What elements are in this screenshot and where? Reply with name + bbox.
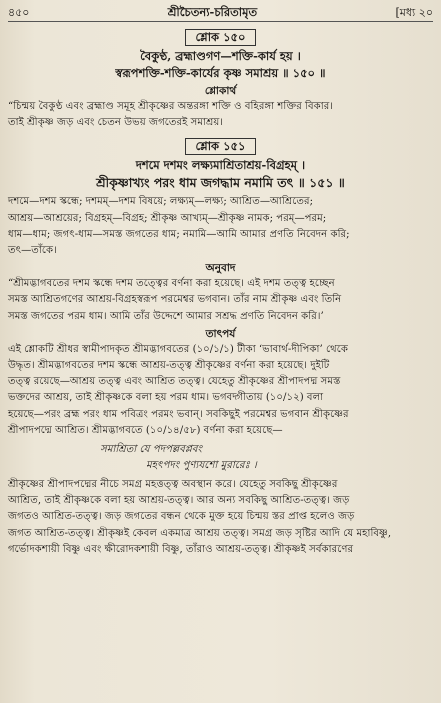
chapter-tag: [মধ্য ২০ [395, 6, 433, 19]
text-line: উদ্ধৃত। শ্রীমদ্ভাগবতের দশম স্কন্ধে আশ্রয়-তত্ত্ব শ্রীকৃষ্ণের বর্ণনা করা হয়েছে। দুইটি [8, 360, 330, 372]
verse-151-line-1: দশমে দশমং লক্ষ্যমাশ্রিতাশ্রয়-বিগ্রহম্ । [135, 158, 306, 173]
text-line: তাই শ্রীকৃষ্ণ জড় এবং চেতন উভয় জগতেরই সমাশ্রয়। [8, 117, 224, 129]
text-line: আশ্রয়—আশ্রয়ের; বিগ্রহম্—বিগ্রহ; শ্রীকৃষ্ণ আখ্যম্—শ্রীকৃষ্ণ নামক; পরম্—পরম; [8, 212, 327, 224]
verse-151-line-2: শ্রীকৃষ্ণাখ্যং পরং ধাম জগদ্ধাম নমামি তৎ ॥ ১৫১ ॥ [96, 175, 345, 191]
text-line: শ্রীপাদপদ্মে আশ্রিত। শ্রীমদ্ভাগবতে (১০/১৪/৫৮) বর্ণনা করা হয়েছে— [8, 424, 283, 436]
quote-line-1: সমাশ্রিতা যে পদপল্লবপ্লবং [100, 444, 202, 456]
book-title: শ্রীচৈতন্য-চরিতামৃত [167, 5, 258, 19]
running-header [8, 4, 433, 22]
text-line: জগত আশ্রিত-তত্ত্ব। শ্রীকৃষ্ণই কেবল একমাত্র আশ্রয় তত্ত্ব। সমগ্র জড় সৃষ্টির আদি যে মহাবিষ্ণু, [8, 527, 392, 539]
text-line: সমস্ত আশ্রিতগণের আশ্রয়-বিগ্রহস্বরূপ পরমেশ্বর ভগবান। তাঁর নাম শ্রীকৃষ্ণ এবং তিনি [8, 294, 342, 306]
text-line: ধাম—ধাম; জগৎ-ধাম—সমস্ত জগতের ধাম; নমামি—আমি আমার প্রণতি নিবেদন করি; [8, 228, 350, 240]
text-line: তৎ—তাঁকে। [8, 245, 57, 257]
verse-150-line-2: স্বরূপশক্তি-শক্তি-কার্যের কৃষ্ণ সমাশ্রয় ॥ ১৫০ ॥ [115, 66, 326, 80]
verse-150-heading: শ্লোক ১৫০ [8, 26, 433, 46]
text-line: সমস্ত জগতের পরম ধাম। আমি তাঁর উদ্দেশে আমার সশ্রদ্ধ প্রণতি নিবেদন করি।’ [8, 310, 324, 322]
text-line: তত্ত্ব রয়েছে—আশ্রয় তত্ত্ব এবং আশ্রিত তত্ত্ব। যেহেতু শ্রীকৃষ্ণের শ্রীপাদপদ্ম সমস্ত [8, 376, 341, 388]
verse-151-heading: শ্লোক ১৫১ [8, 135, 433, 155]
verse-151-translation [8, 276, 433, 325]
page-number: ৪৫০ [8, 6, 30, 19]
text-line: গর্ভোদকশায়ী বিষ্ণু এবং ক্ষীরোদকশায়ী বিষ্ণু, তাঁরাও আশ্রয়-তত্ত্ব। শ্রীকৃষ্ণই সর্বকারণের [8, 543, 354, 555]
word-meanings [8, 194, 433, 259]
verse-150-translation [8, 99, 433, 131]
purport-paragraph-2 [8, 477, 433, 558]
text-line: “শ্রীমদ্ভাগবতের দশম স্কন্ধে দশম তত্ত্বের বর্ণনা করা হয়েছে। এই দশম তত্ত্ব হচ্ছেন [8, 278, 335, 290]
purport-heading: তাৎপর্য [205, 327, 236, 340]
text-line: হয়েছে—পরং ব্রহ্ম পরং ধাম পবিত্রং পরমং ভবান্। সবকিছুই পরমেশ্বর ভগবান শ্রীকৃষ্ণের [8, 408, 349, 420]
purport-paragraph-1 [8, 342, 433, 439]
text-line: আশ্রিত, তাই শ্রীকৃষ্ণকে বলা হয় আশ্রয়-তত্ত্ব। আর অন্য সবকিছু আশ্রিত-তত্ত্ব। জড় [8, 495, 350, 507]
purport-quote [8, 442, 433, 474]
verse-151-translation-heading: অনুবাদ [205, 262, 236, 275]
verse-150-translation-heading: শ্লোকার্থ [204, 85, 237, 97]
text-line: শ্রীকৃষ্ণের শ্রীপাদপদ্মের নীচে সমগ্র মহত্তত্ত্ব অবস্থান করে। যেহেতু সবকিছু শ্রীকৃষ্ণের [8, 479, 338, 491]
text-line: জগতও আশ্রিত-তত্ত্ব। জড় জগতের বন্ধন থেকে মুক্ত হয়ে চিন্ময় স্তর প্রাপ্ত হলেও জড় [8, 511, 355, 523]
text-line: এই শ্লোকটি শ্রীধর স্বামীপাদকৃত শ্রীমদ্ভাগবতের (১০/১/১) টীকা ‘ভাবার্থ-দীপিকা’ থেকে [8, 343, 348, 355]
text-line: ভক্তদের আশ্রয়, তাই শ্রীকৃষ্ণকে বলা হয় পরম ধাম। ভগবদ্গীতায় (১০/১২) বলা [8, 392, 324, 404]
quote-line-2: মহৎপদং পুণ্যযশো মুরারেঃ । [146, 460, 257, 472]
text-line: দশমে—দশম স্কন্ধে; দশমম্—দশম বিষয়ে; লক্ষ্যম্—লক্ষ্য; আশ্রিত—আশ্রিতের; [8, 196, 314, 208]
text-line: “চিন্ময় বৈকুণ্ঠ এবং ব্রহ্মাণ্ড সমূহ শ্রীকৃষ্ণের অন্তরঙ্গা শক্তি ও বহিরঙ্গা শক্তির বিকার। [8, 101, 333, 112]
verse-150-line-1: বৈকুণ্ঠ, ব্রহ্মাণ্ডগণ—শক্তি-কার্য হয় । [140, 49, 301, 63]
